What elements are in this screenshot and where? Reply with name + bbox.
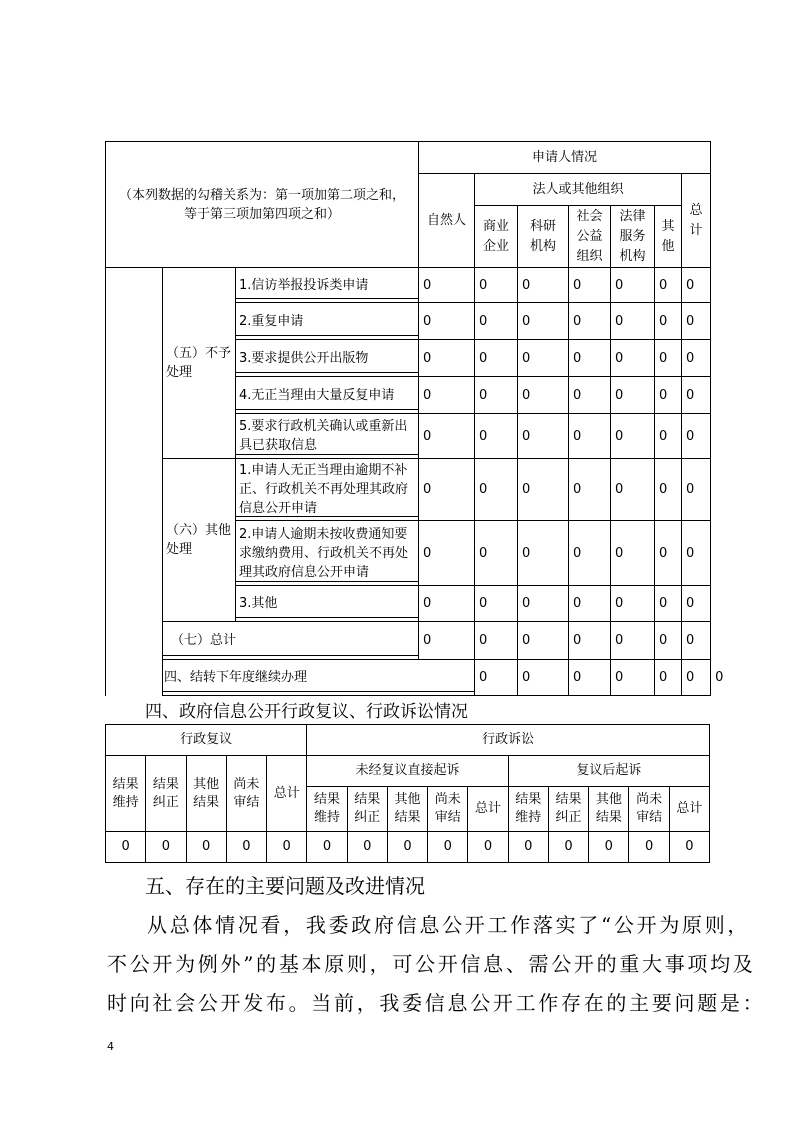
note-line-2: 等于第三项加第四项之和）	[183, 206, 340, 222]
row-label: 1.申请人无正当理由逾期不补正、行政机关不再处理其政府信息公开申请	[236, 459, 419, 521]
col-header: 结果 维持	[508, 787, 548, 832]
table-row: （七）总计 0 0 0 0 0 0 0	[106, 622, 711, 660]
natural-person-header: 自然人	[419, 174, 475, 268]
admin-review-header: 行政复议	[106, 725, 307, 756]
legal-orgs-header: 法人或其他组织	[475, 174, 682, 206]
row-label: 2.重复申请	[236, 303, 419, 340]
col-header: 尚未 审结	[629, 787, 669, 832]
col-header: 结果 维持	[106, 756, 146, 832]
review-litigation-table	[105, 724, 710, 863]
applicant-stats-table	[105, 141, 724, 696]
group6-label: （六）其他处理	[163, 459, 236, 622]
col-research: 科研 机构	[518, 206, 569, 268]
table-row: （六）其他处理 1.申请人无正当理由逾期不补正、行政机关不再处理其政府信息公开申请 0 0 0 0 0 0 0	[106, 459, 711, 521]
col-header: 尚未 审结	[226, 756, 266, 832]
table-row: （五）不予处理 1.信访举报投诉类申请 0 0 0 0 0 0 0	[106, 268, 711, 303]
col-header: 其他 结果	[387, 787, 427, 832]
col-header: 结果 纠正	[548, 787, 588, 832]
applicant-header: 申请人情况	[419, 142, 711, 174]
col-legal: 法律 服务 机构	[611, 206, 655, 268]
table-row: 3.其他 0 0 0 0 0 0 0	[106, 586, 711, 622]
row-label: 3.其他	[236, 586, 419, 622]
row-label: 5.要求行政机关确认或重新出具已获取信息	[236, 414, 419, 459]
col-header: 总计	[267, 756, 307, 832]
table-row: 3.要求提供公开出版物 0 0 0 0 0 0 0	[106, 340, 711, 377]
total-header-char-2: 计	[689, 222, 703, 238]
col-header: 总计	[669, 787, 709, 832]
col-header: 结果 纠正	[347, 787, 387, 832]
col-header: 结果 维持	[307, 787, 347, 832]
table-row: 2.申请人逾期未按收费通知要求缴纳费用、行政机关不再处理其政府信息公开申请 0 0 0 0 0 0 0	[106, 521, 711, 586]
page-number: 4	[107, 1040, 114, 1053]
section5-title: 五、存在的主要问题及改进情况	[145, 874, 425, 898]
total-header	[682, 174, 711, 268]
note-cell	[106, 142, 419, 268]
after-review-header: 复议后起诉	[508, 756, 709, 787]
paragraph-line-3: 时向社会公开发布。当前，我委信息公开工作存在的主要问题是：	[107, 991, 766, 1015]
total-header-char-1: 总	[689, 202, 703, 218]
col-header: 结果 纠正	[146, 756, 186, 832]
col-header: 其他 结果	[186, 756, 226, 832]
col-header: 尚未 审结	[428, 787, 468, 832]
col-header: 其他 结果	[589, 787, 629, 832]
carry-over-label: 四、结转下年度继续办理	[163, 660, 475, 696]
section4-title: 四、政府信息公开行政复议、行政诉讼情况	[145, 702, 468, 722]
direct-suit-header: 未经复议直接起诉	[307, 756, 508, 787]
col-header: 总计	[468, 787, 508, 832]
col-other: 其 他	[655, 206, 682, 268]
total-row-label: （七）总计	[163, 622, 419, 660]
admin-litigation-header: 行政诉讼	[307, 725, 710, 756]
table-row: 0 0 0 0 0 0 0 0 0 0 0 0 0 0 0	[106, 832, 710, 863]
row-label: 1.信访举报投诉类申请	[236, 268, 419, 303]
row-label: 2.申请人逾期未按收费通知要求缴纳费用、行政机关不再处理其政府信息公开申请	[236, 521, 419, 586]
paragraph-line-2: 不公开为例外”的基本原则，可公开信息、需公开的重大事项均及	[107, 952, 756, 976]
row-label: 4.无正当理由大量反复申请	[236, 377, 419, 414]
row-label: 3.要求提供公开出版物	[236, 340, 419, 377]
table-row: 5.要求行政机关确认或重新出具已获取信息 0 0 0 0 0 0 0	[106, 414, 711, 459]
table-row: 2.重复申请 0 0 0 0 0 0 0	[106, 303, 711, 340]
paragraph-line-1: 从总体情况看，我委政府信息公开工作落实了“公开为原则，	[147, 913, 751, 937]
note-line-1: （本列数据的勾稽关系为：第一项加第二项之和，	[118, 187, 405, 203]
blank-left-col	[106, 268, 163, 696]
table-row: 4.无正当理由大量反复申请 0 0 0 0 0 0 0	[106, 377, 711, 414]
col-social: 社会 公益 组织	[569, 206, 611, 268]
col-commercial: 商业 企业	[475, 206, 518, 268]
table-row: 四、结转下年度继续办理 0 0 0 0 0 0 0	[106, 660, 711, 696]
group5-label: （五）不予处理	[163, 268, 236, 459]
